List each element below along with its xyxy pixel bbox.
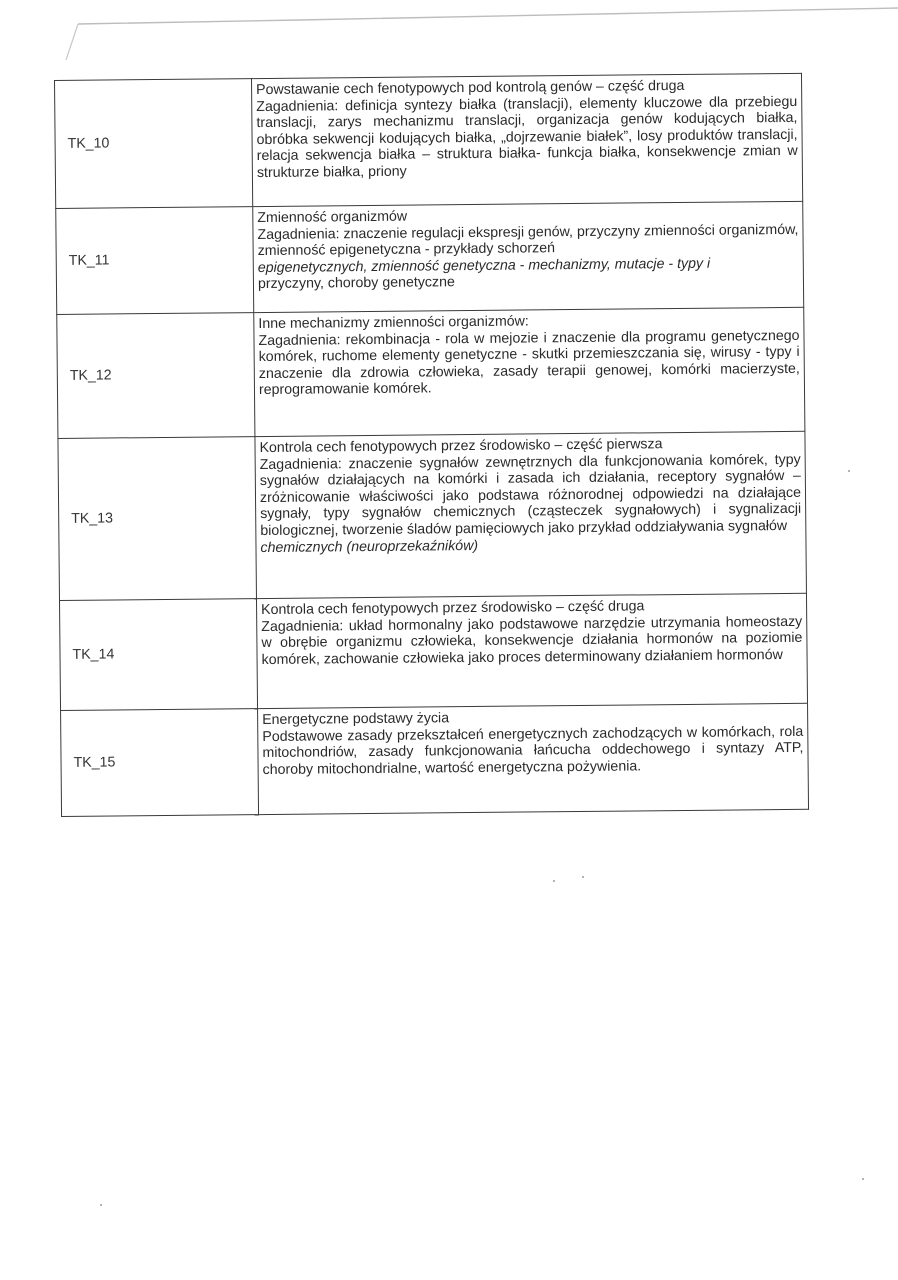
table-row <box>56 201 804 314</box>
topic-title: Energetyczne podstawy życia <box>262 710 450 729</box>
topic-code: TK_11 <box>56 207 254 315</box>
topic-description <box>251 73 802 206</box>
scan-speck <box>862 1178 864 1180</box>
topic-title: Powstawanie cech fenotypowych pod kontrolą genów – część druga <box>256 77 685 99</box>
topic-description <box>258 703 809 814</box>
topic-details: Zagadnienia: znaczenie regulacji ekspresji genów, przyczyny zmienności organizmów, zmienność epigenetyczna - przykłady schorzeń <box>257 221 799 260</box>
scan-speck <box>582 876 584 878</box>
topic-details-italic: chemicznych (neuroprzekaźników) <box>260 537 479 556</box>
table-row <box>58 431 807 600</box>
topic-title: Kontrola cech fenotypowych przez środowisko – część pierwsza <box>259 436 663 457</box>
scan-speck <box>100 1204 102 1206</box>
topic-details: Zagadnienia: znaczenie sygnałów zewnętrznych dla funkcjonowania komórek, typy sygnałów działających na komórki i zasada ich działania, receptory sygnałów – zróżnicowanie właściwości jako podstawa różnorodnej odpowiedzi na działające sygnały, typy sygnałów chemicznych (cząsteczek sygnałowych) i sygnalizacji biologicznej, tworzenie śladów pamięciowych jako przykład oddziaływania sygnałów <box>259 451 802 540</box>
topic-code: TK_10 <box>55 79 253 209</box>
table-row <box>55 73 803 208</box>
topic-title: Zmienność organizmów <box>257 208 408 227</box>
topic-details: Zagadnienia: rekombinacja - rola w mejozie i znaczenie dla programu genetycznego komórek, ruchome elementy genetyczne - skutki przemieszczania się, wirusy - typy i znaczenie dla zdrowia człowieka, zasady terapii genowej, komórki macierzyste, reprogramowanie komórek. <box>258 327 800 399</box>
topic-code: TK_13 <box>58 437 257 601</box>
table-row <box>59 593 807 710</box>
topic-title: Inne mechanizmy zmienności organizmów: <box>258 313 529 333</box>
scanned-page-edge <box>0 0 898 60</box>
topic-code: TK_14 <box>59 599 257 711</box>
scan-speck <box>848 470 850 472</box>
topic-description <box>256 593 807 708</box>
topic-description <box>253 201 804 312</box>
topic-details-italic: epigenetycznych, zmienność genetyczna - mechanizmy, mutacje - typy i <box>257 255 711 276</box>
scan-speck <box>553 880 555 882</box>
topic-title: Kontrola cech fenotypowych przez środowisko – część druga <box>261 598 645 619</box>
topic-description <box>254 307 805 436</box>
topic-details: Podstawowe zasady przekształceń energetycznych zachodzących w komórkach, rola mitochondriów, zasady funkcjonowania łańcucha oddechowego i syntazy ATP, choroby mitochondrialne, wartość energetyczna pożywienia. <box>262 723 804 778</box>
course-topics-table <box>54 73 809 817</box>
topic-details-tail: przyczyny, choroby genetyczne <box>257 274 455 293</box>
topic-details: Zagadnienia: układ hormonalny jako podstawowe narzędzie utrzymania homeostazy w obrębie organizmu człowieka, konsekwencje działania hormonów na poziomie komórek, zachowanie człowieka jako proces determinowany działaniem hormonów <box>261 613 803 668</box>
table-row <box>57 307 805 438</box>
table-row <box>61 703 809 816</box>
topic-details: Zagadnienia: definicja syntezy białka (translacji), elementy kluczowe dla przebiegu translacji, zarys mechanizmu translacji, organizacja genów kodujących białka, obróbka sekwencji kodujących białka, „dojrzewanie białek”, losy produktów translacji, relacja sekwencja białka – struktura białka- funkcja białka, konsekwencje zmian w strukturze białka, priony <box>256 93 798 182</box>
topic-code: TK_12 <box>57 313 255 439</box>
topic-code: TK_15 <box>61 709 259 817</box>
topic-description <box>255 431 807 598</box>
